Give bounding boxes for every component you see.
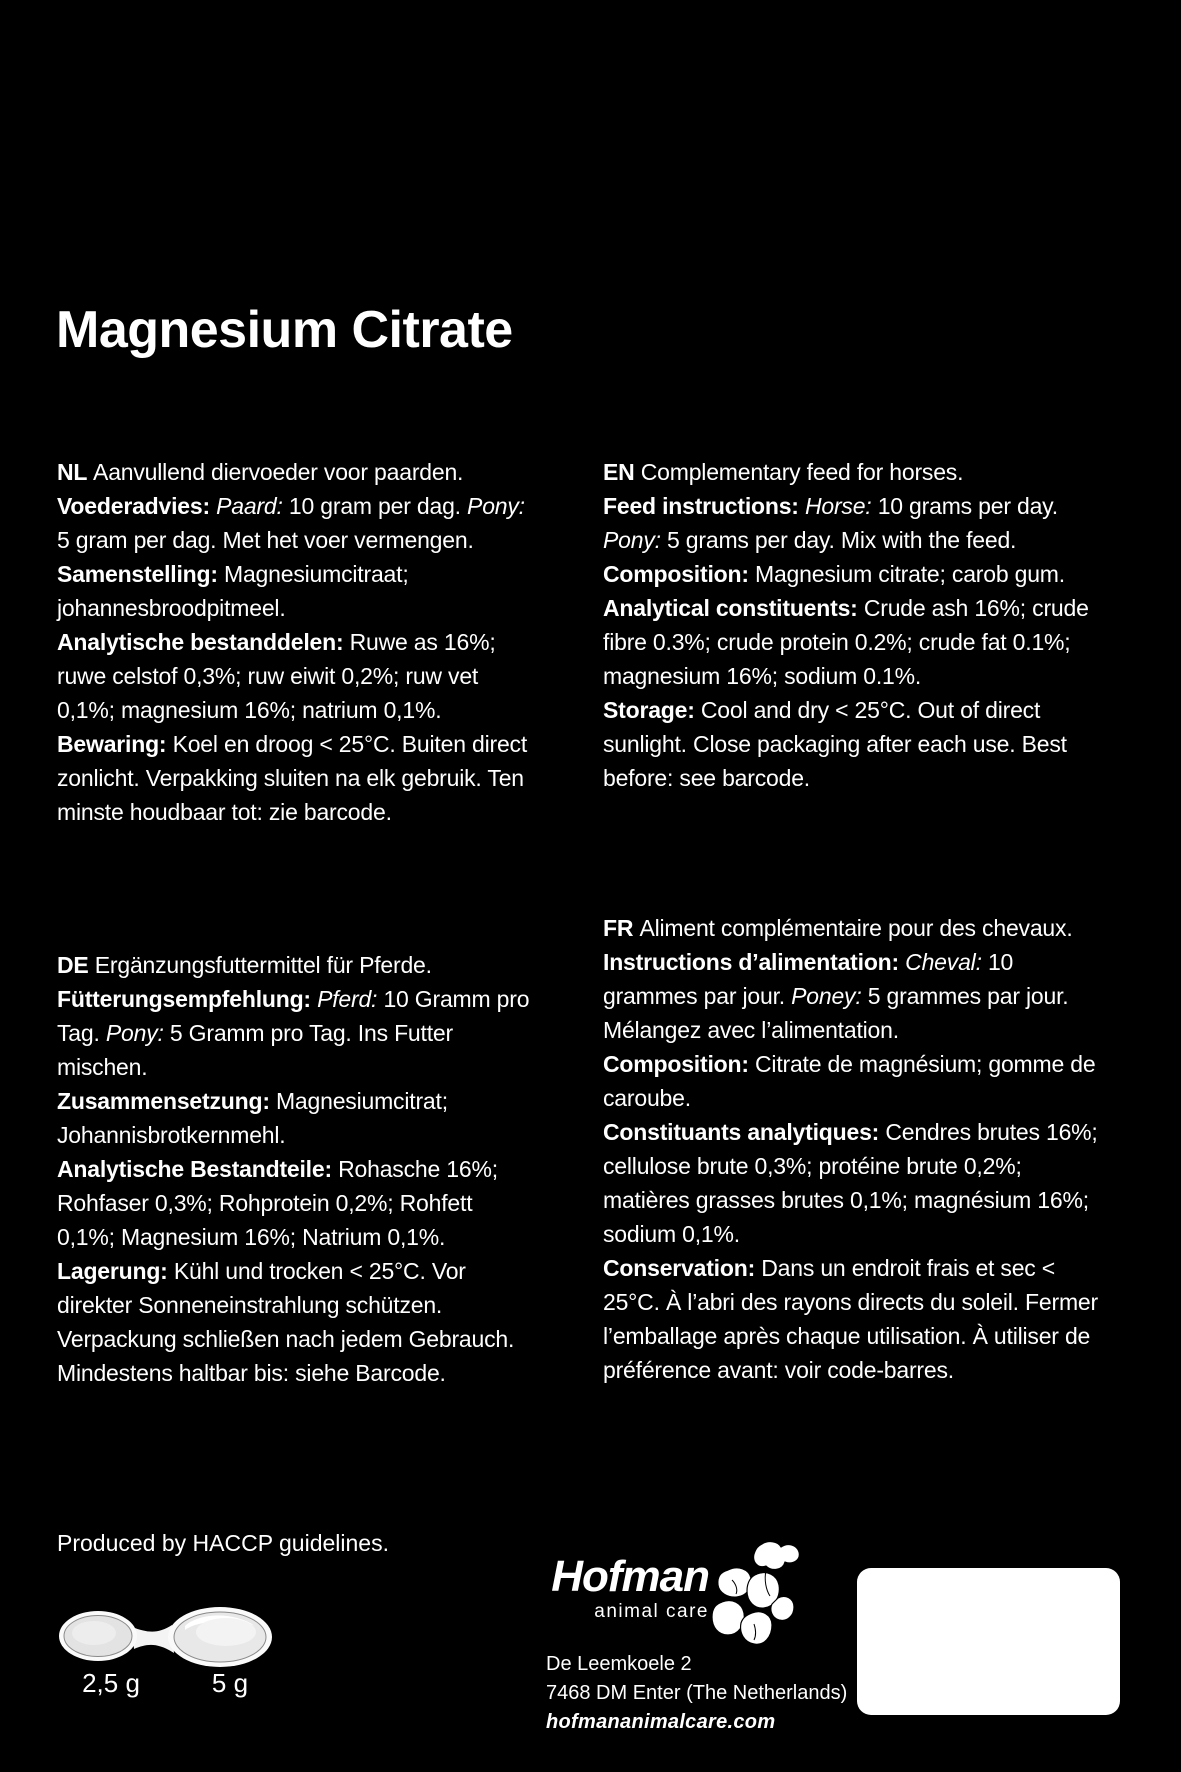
label-text: Analytical constituents: <box>603 595 864 621</box>
body-text: 5 gram per dag. Met het voer vermengen. <box>57 527 474 553</box>
brand-address <box>546 1650 847 1737</box>
paragraph <box>57 982 535 1084</box>
paragraph <box>603 1115 1111 1251</box>
paragraph <box>603 911 1111 945</box>
body-text: Ruwe as 16%; ruwe celstof 0,3%; ruw eiwit 0,2%; ruw vet 0,1%; magnesium 16%; natrium 0,1%. <box>57 629 496 723</box>
paragraph <box>603 1047 1111 1115</box>
body-text: Kühl und trocken < 25°C. Vor direkter Sonneneinstrahlung schützen. Verpackung schließen nach jedem Gebrauch. Mindestens haltbar bis: siehe Barcode. <box>57 1258 515 1386</box>
label-text: Storage: <box>603 697 701 723</box>
measuring-spoons-icon <box>50 1596 285 1678</box>
body-text: Dans un endroit frais et sec < 25°C. À l’abri des rayons directs du soleil. Fermer l’emballage après chaque utilisation. À utiliser de préférence avant: voir code-barres. <box>603 1255 1098 1383</box>
italic-text: Pony: <box>105 1020 170 1046</box>
body-text: 5 grams per day. Mix with the feed. <box>667 527 1017 553</box>
paragraph <box>603 591 1111 693</box>
italic-text: Horse: <box>804 493 878 519</box>
brand-website: hofmananimalcare.com <box>546 1711 776 1733</box>
section-nl <box>57 455 535 829</box>
paragraph <box>57 455 535 489</box>
brand-name: Hofman <box>551 1552 709 1601</box>
barcode-placeholder <box>857 1568 1120 1715</box>
label-text: Samenstelling: <box>57 561 224 587</box>
paragraph <box>603 1251 1111 1387</box>
label-text: Analytische bestanddelen: <box>57 629 350 655</box>
paragraph <box>57 1152 535 1254</box>
calf-line-art-icon <box>708 1540 804 1652</box>
label-text: FR <box>603 915 640 941</box>
body-text: 10 grams per day. <box>877 493 1058 519</box>
body-text: Crude ash 16%; crude fibre 0.3%; crude protein 0.2%; crude fat 0.1%; magnesium 16%; sodium 0.1%. <box>603 595 1089 689</box>
paragraph <box>603 455 1111 489</box>
paragraph <box>603 557 1111 591</box>
paragraph <box>57 1084 535 1152</box>
body-text: Complementary feed for horses. <box>640 459 964 485</box>
italic-text: Cheval: <box>905 949 988 975</box>
label-text: Fütterungsempfehlung: <box>57 986 318 1012</box>
body-text: 5 Gramm pro Tag. Ins Futter mischen. <box>57 1020 453 1080</box>
italic-text: Pony: <box>467 493 525 519</box>
paragraph <box>57 625 535 727</box>
body-text: Rohasche 16%; Rohfaser 0,3%; Rohprotein 0,2%; Rohfett 0,1%; Magnesium 16%; Natrium 0,1%. <box>57 1156 498 1250</box>
label-text: Conservation: <box>603 1255 762 1281</box>
body-text: Aliment complémentaire pour des chevaux. <box>639 915 1073 941</box>
body-text: Magnesiumcitraat; johannesbroodpitmeel. <box>57 561 409 621</box>
body-text: Koel en droog < 25°C. Buiten direct zonlicht. Verpakking sluiten na elk gebruik. Ten minste houdbaar tot: zie barcode. <box>57 731 528 825</box>
label-text: EN <box>603 459 641 485</box>
paragraph <box>57 727 535 829</box>
label-text: Lagerung: <box>57 1258 174 1284</box>
paragraph <box>57 557 535 625</box>
body-text: Ergänzungsfuttermittel für Pferde. <box>94 952 432 978</box>
label-text: Instructions d’alimentation: <box>603 949 906 975</box>
label-text: Composition: <box>603 561 755 587</box>
section-fr <box>603 911 1111 1387</box>
brand-logo <box>547 1554 709 1623</box>
label-text: Bewaring: <box>57 731 173 757</box>
label-text: NL <box>57 459 94 485</box>
italic-text: Paard: <box>216 493 289 519</box>
label-text: Feed instructions: <box>603 493 805 519</box>
spoon-small-label: 2,5 g <box>82 1668 140 1698</box>
italic-text: Pferd: <box>317 986 384 1012</box>
paragraph <box>57 948 535 982</box>
body-text: Cool and dry < 25°C. Out of direct sunlight. Close packaging after each use. Best before: see barcode. <box>603 697 1067 791</box>
address-line-2: 7468 DM Enter (The Netherlands) <box>546 1682 848 1704</box>
body-text: Cendres brutes 16%; cellulose brute 0,3%; protéine brute 0,2%; matières grasses brutes 0,1%; magnésium 16%; sodium 0,1%. <box>603 1119 1098 1247</box>
body-text: Aanvullend diervoeder voor paarden. <box>93 459 464 485</box>
paragraph <box>603 489 1111 557</box>
section-en <box>603 455 1111 795</box>
label-text: Constituants analytiques: <box>603 1119 886 1145</box>
haccp-note: Produced by HACCP guidelines. <box>57 1530 389 1556</box>
address-line-1: De Leemkoele 2 <box>546 1653 692 1675</box>
label-text: DE <box>57 952 95 978</box>
paragraph <box>603 693 1111 795</box>
label-text: Voederadvies: <box>57 493 217 519</box>
body-text: 10 Gramm pro Tag. <box>57 986 530 1046</box>
label-text: Analytische Bestandteile: <box>57 1156 339 1182</box>
italic-text: Poney: <box>791 983 868 1009</box>
paragraph <box>57 1254 535 1390</box>
paragraph <box>603 945 1111 1047</box>
label-text: Zusammensetzung: <box>57 1088 276 1114</box>
body-text: 5 grammes par jour. Mélangez avec l’alimentation. <box>603 983 1069 1043</box>
label-text: Composition: <box>603 1051 755 1077</box>
body-text: Citrate de magnésium; gomme de caroube. <box>603 1051 1096 1111</box>
body-text: 10 gram per dag. <box>288 493 468 519</box>
section-de <box>57 948 535 1390</box>
body-text: 10 grammes par jour. <box>603 949 1014 1009</box>
body-text: Magnesium citrate; carob gum. <box>755 561 1065 587</box>
body-text: Magnesiumcitrat; Johannisbrotkernmehl. <box>57 1088 448 1148</box>
italic-text: Pony: <box>603 527 668 553</box>
paragraph <box>57 489 535 557</box>
spoon-large-label: 5 g <box>211 1668 249 1698</box>
product-title: Magnesium Citrate <box>56 301 513 359</box>
brand-tagline: animal care <box>594 1601 709 1622</box>
